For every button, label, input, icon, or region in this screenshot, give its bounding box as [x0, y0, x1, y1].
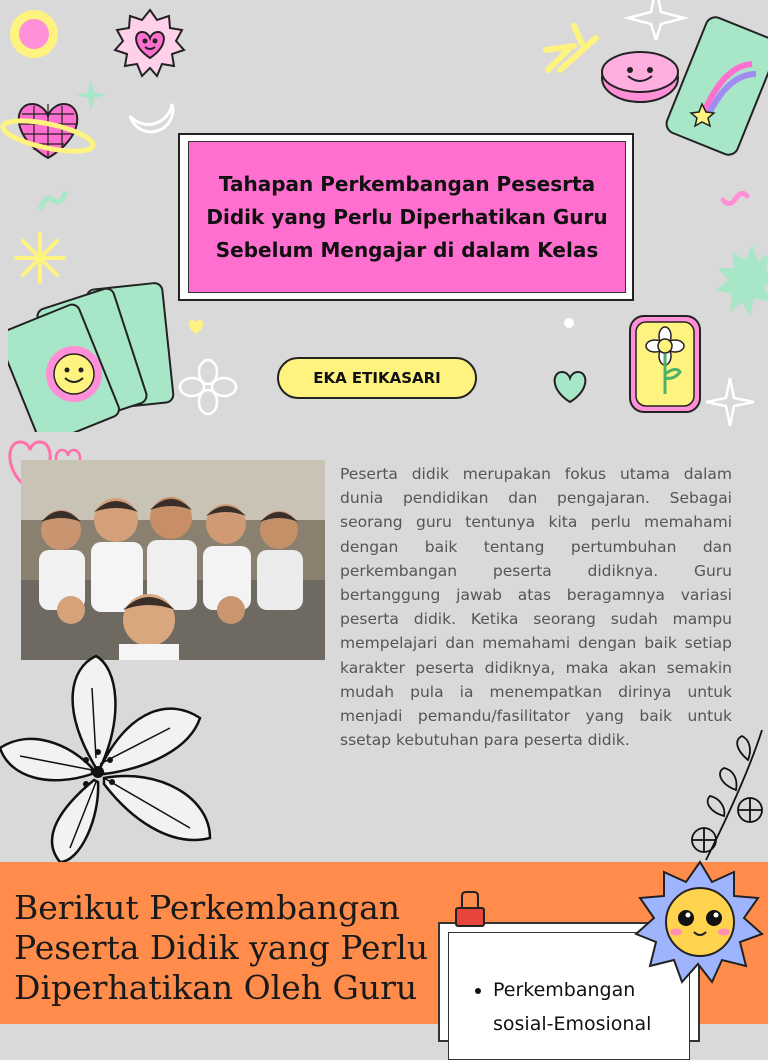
sun-sticker-icon [6, 0, 62, 72]
squiggle-icon [38, 190, 68, 212]
branch-outline-icon [676, 720, 768, 862]
heart-icon [546, 366, 594, 406]
planet-heart-icon [0, 96, 96, 168]
section-heading: Berikut Perkembangan Peserta Didik yang Perlu Diperhatikan Oleh Guru [14, 888, 429, 1007]
binder-clip-icon [452, 890, 488, 930]
sparkle-yellow-icon [12, 230, 68, 286]
children-photo [21, 460, 325, 660]
moon-yellow-icon [202, 42, 224, 74]
author-name: EKA ETIKASARI [313, 369, 441, 387]
rays-icon [540, 20, 606, 76]
squiggle-pink-icon [720, 186, 750, 208]
daisy-outline-icon [0, 648, 240, 862]
moon-outline-icon [120, 86, 184, 142]
dot-icon [562, 316, 576, 330]
list-item: • Perkembangan [493, 973, 651, 1007]
flower-outline-icon [178, 358, 238, 416]
shooting-star-card-icon [664, 16, 768, 162]
sparkle-outline-icon-2 [704, 376, 756, 428]
list-item: sosial-Emosional [493, 1013, 652, 1035]
development-list [449, 973, 651, 1041]
playing-cards-icon [8, 282, 176, 432]
small-heart-icon [186, 318, 206, 336]
flower-card-icon [626, 312, 704, 416]
author-badge [277, 357, 477, 399]
intro-paragraph: Peserta didik merupakan fokus utama dalam dunia pendidikan dan pengajaran. Sebagai seorang guru tentunya kita perlu memahami dengan baik tentang pertumbuhan dan perkembangan peserta didiknya. Guru bertanggung jawab atas beragamnya variasi peserta didik. Ketika seorang sudah mampu mempelajari dan memahami dengan baik setiap karakter peserta didiknya, maka akan semakin mudah pula ia menempatkan dirinya untuk menjadi pemandu/fasilitator yang baik untuk ssetap kebutuhan para peserta didik. [340, 465, 732, 750]
title-card [178, 133, 634, 301]
title-fill [188, 141, 626, 293]
starburst-icon [708, 240, 768, 330]
smiley-heart-badge-icon [112, 8, 188, 80]
sun-face-icon [632, 858, 768, 988]
page-title: Tahapan Perkembangan Pesesrta Didik yang Perlu Diperhatikan Guru Sebelum Mengajar di dalam Kelas [206, 171, 608, 262]
